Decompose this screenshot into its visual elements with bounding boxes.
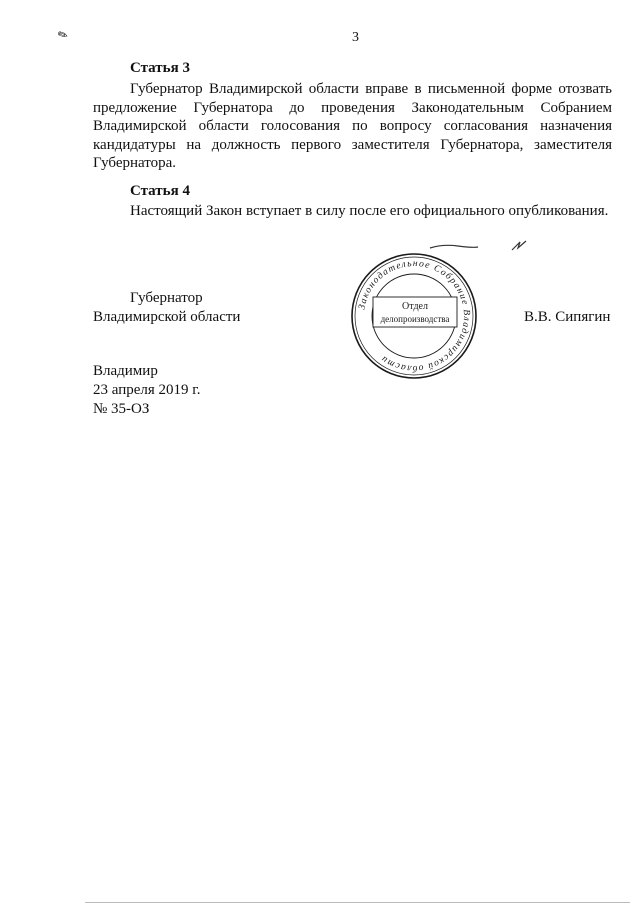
article-4-title: Статья 4 [130, 183, 190, 199]
page-bottom-edge [85, 902, 630, 903]
corner-pen-mark: ✎ [55, 26, 71, 44]
article-3-title: Статья 3 [130, 60, 190, 76]
article-3-text: Губернатор Владимирской области вправе в письменной форме отозвать предложение Губернатора до проведения Законодательным Собранием Владимирской области голосования по вопросу согласования назначения кандидатуры на должность первого заместителя Губернатора, заместителя Губернатора. [93, 81, 612, 171]
footer-law-number: № 35-ОЗ [93, 401, 150, 417]
stamp-center-line1: Отдел [402, 301, 428, 312]
signatory-title-line2: Владимирской области [93, 309, 241, 325]
page-number: 3 [352, 30, 359, 45]
stamp-ring-text: Законодательное Собрание Владимирской области [357, 258, 472, 374]
signatory-title-line1: Губернатор [130, 290, 203, 306]
footer-date: 23 апреля 2019 г. [93, 382, 201, 398]
signatory-name: В.В. Сипягин [524, 309, 611, 325]
article-4-text: Настоящий Закон вступает в силу после его официального опубликования. [130, 203, 609, 219]
stamp-center-line2: делопроизводства [380, 314, 450, 324]
footer-city: Владимир [93, 363, 158, 379]
official-stamp [349, 252, 479, 380]
